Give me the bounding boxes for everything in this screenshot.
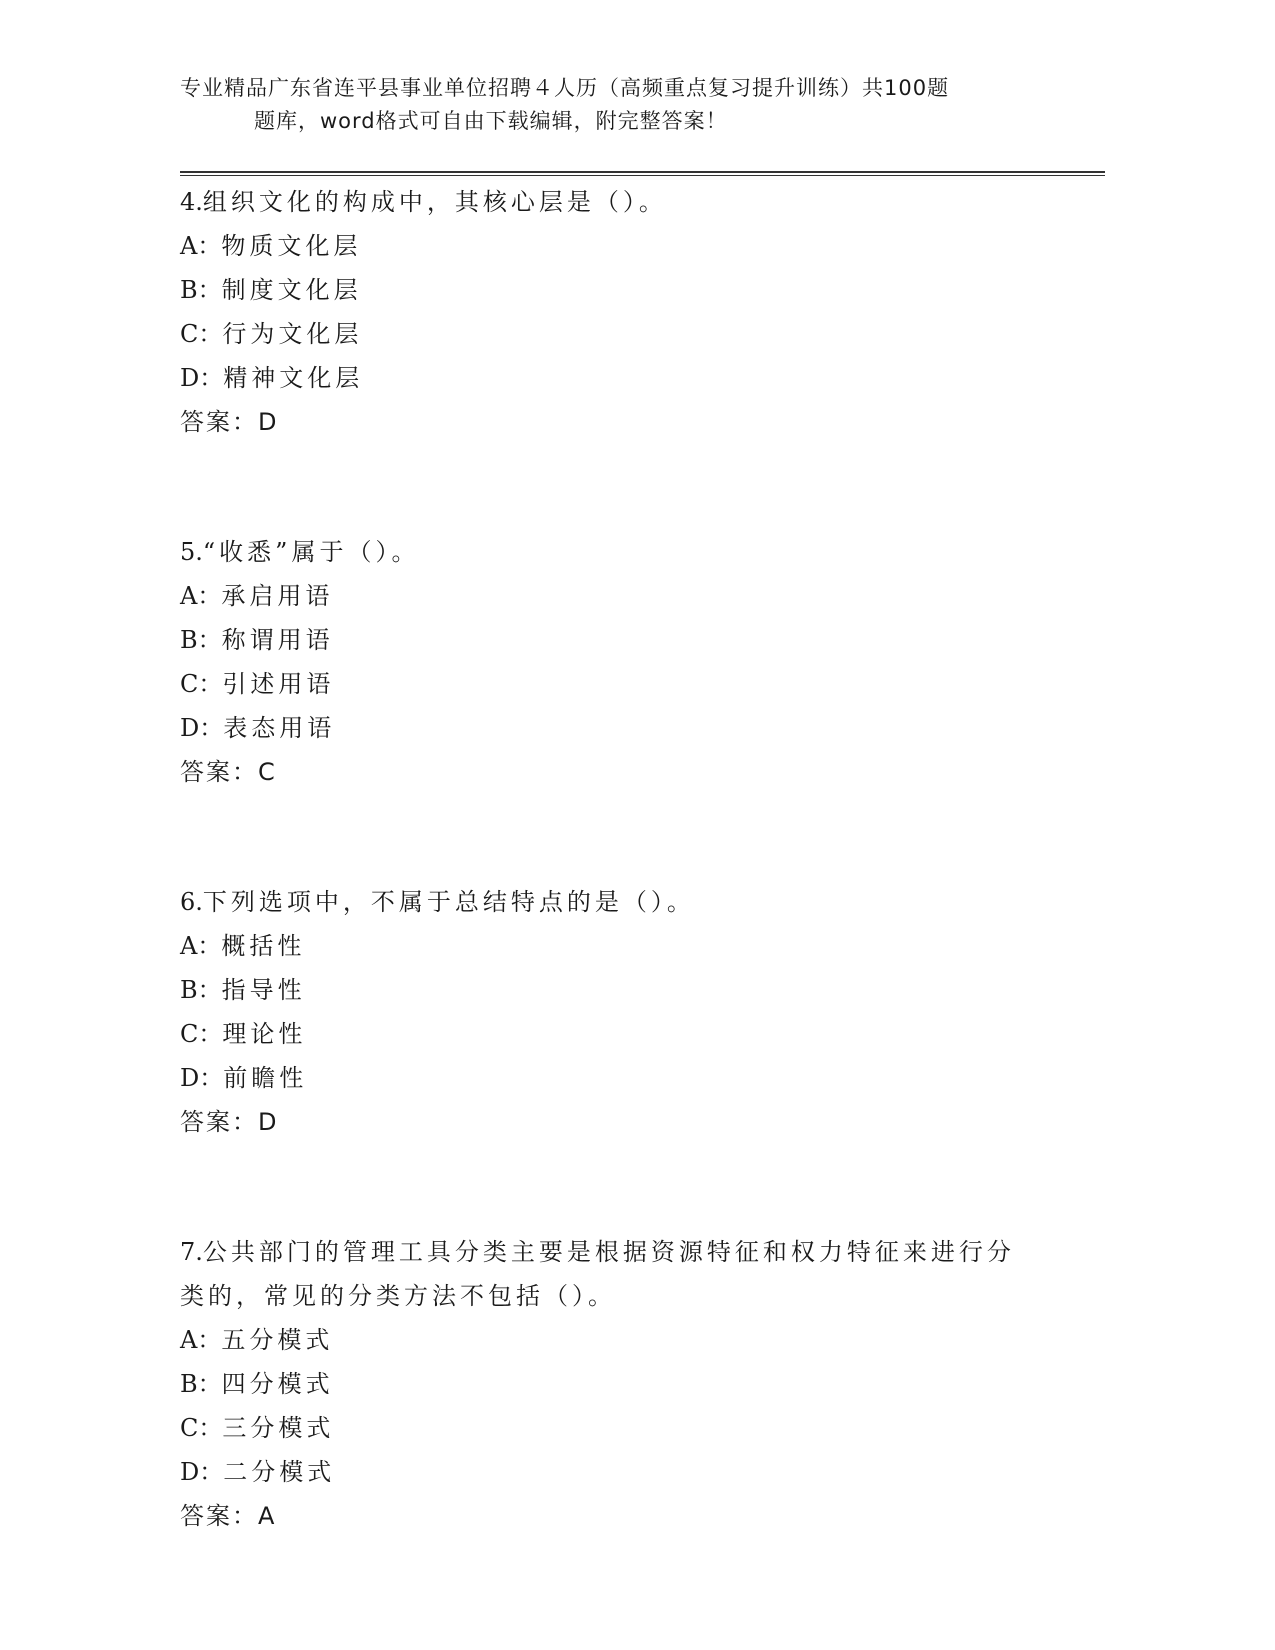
- answer-label: 答案：: [180, 758, 258, 786]
- option-text: 五分模式: [221, 1326, 334, 1354]
- question-text: “收悉”属于（）。: [202, 538, 420, 566]
- question-block: [180, 880, 1040, 1144]
- option-text: 前瞻性: [223, 1064, 308, 1092]
- option-text: 四分模式: [221, 1370, 334, 1398]
- option-text: 二分模式: [223, 1458, 336, 1486]
- option-a: [180, 224, 1040, 268]
- option-letter: A：: [180, 932, 222, 960]
- question-text: 组织文化的构成中，其核心层是（）。: [202, 188, 667, 216]
- option-d: [180, 1056, 1040, 1100]
- header-divider-thin: [180, 175, 1105, 176]
- answer-line: [180, 1100, 1040, 1144]
- option-b: [180, 268, 1040, 312]
- question-block: [180, 1230, 1040, 1538]
- option-b: [180, 968, 1040, 1012]
- option-a: [180, 924, 1040, 968]
- option-text: 概括性: [221, 932, 306, 960]
- option-letter: A：: [180, 1326, 222, 1354]
- question-block: [180, 180, 1040, 444]
- question-stem: [180, 1230, 1040, 1318]
- answer-value: C: [258, 758, 277, 786]
- question-list: [180, 180, 1040, 1624]
- question-number: 7.: [180, 1238, 203, 1266]
- option-letter: C：: [180, 1020, 223, 1048]
- option-text: 三分模式: [222, 1414, 335, 1442]
- question-stem: [180, 530, 1040, 574]
- option-text: 引述用语: [222, 670, 335, 698]
- question-number: 4.: [180, 188, 203, 216]
- answer-line: [180, 400, 1040, 444]
- option-text: 行为文化层: [222, 320, 363, 348]
- header-divider-thick: [180, 171, 1105, 173]
- option-text: 承启用语: [221, 582, 334, 610]
- answer-value: A: [258, 1502, 277, 1530]
- option-letter: B：: [180, 626, 222, 654]
- question-number: 6.: [180, 888, 203, 916]
- option-text: 表态用语: [223, 714, 336, 742]
- option-c: [180, 312, 1040, 356]
- option-text: 理论性: [222, 1020, 307, 1048]
- option-letter: A：: [180, 582, 222, 610]
- header-title-line-2: 题库，word格式可自由下载编辑，附完整答案！: [254, 109, 728, 133]
- option-text: 制度文化层: [221, 276, 362, 304]
- answer-label: 答案：: [180, 408, 258, 436]
- question-block: [180, 530, 1040, 794]
- question-number: 5.: [180, 538, 203, 566]
- question-text: 下列选项中，不属于总结特点的是（）。: [202, 888, 695, 916]
- answer-value: D: [258, 408, 279, 436]
- option-text: 物质文化层: [221, 232, 362, 260]
- answer-label: 答案：: [180, 1502, 258, 1530]
- option-b: [180, 1362, 1040, 1406]
- option-d: [180, 706, 1040, 750]
- option-d: [180, 356, 1040, 400]
- option-letter: C：: [180, 1414, 223, 1442]
- option-letter: B：: [180, 276, 222, 304]
- option-letter: C：: [180, 320, 223, 348]
- option-letter: C：: [180, 670, 223, 698]
- option-b: [180, 618, 1040, 662]
- option-letter: D：: [180, 364, 224, 392]
- option-c: [180, 662, 1040, 706]
- answer-line: [180, 1494, 1040, 1538]
- option-a: [180, 574, 1040, 618]
- option-letter: B：: [180, 976, 222, 1004]
- option-text: 精神文化层: [223, 364, 364, 392]
- answer-value: D: [258, 1108, 279, 1136]
- option-text: 指导性: [221, 976, 306, 1004]
- question-text: 公共部门的管理工具分类主要是根据资源特征和权力特征来进行分类的，常见的分类方法不包括（）。: [180, 1238, 1015, 1310]
- question-stem: [180, 880, 1040, 924]
- answer-label: 答案：: [180, 1108, 258, 1136]
- option-letter: D：: [180, 1064, 224, 1092]
- option-letter: D：: [180, 714, 224, 742]
- header-title-line-1: 专业精品广东省连平县事业单位招聘４人历（高频重点复习提升训练）共100题: [180, 76, 950, 100]
- option-c: [180, 1406, 1040, 1450]
- question-stem: [180, 180, 1040, 224]
- option-d: [180, 1450, 1040, 1494]
- option-letter: A：: [180, 232, 222, 260]
- option-letter: D：: [180, 1458, 224, 1486]
- option-text: 称谓用语: [221, 626, 334, 654]
- option-letter: B：: [180, 1370, 222, 1398]
- option-a: [180, 1318, 1040, 1362]
- answer-line: [180, 750, 1040, 794]
- document-header: [180, 72, 1060, 138]
- option-c: [180, 1012, 1040, 1056]
